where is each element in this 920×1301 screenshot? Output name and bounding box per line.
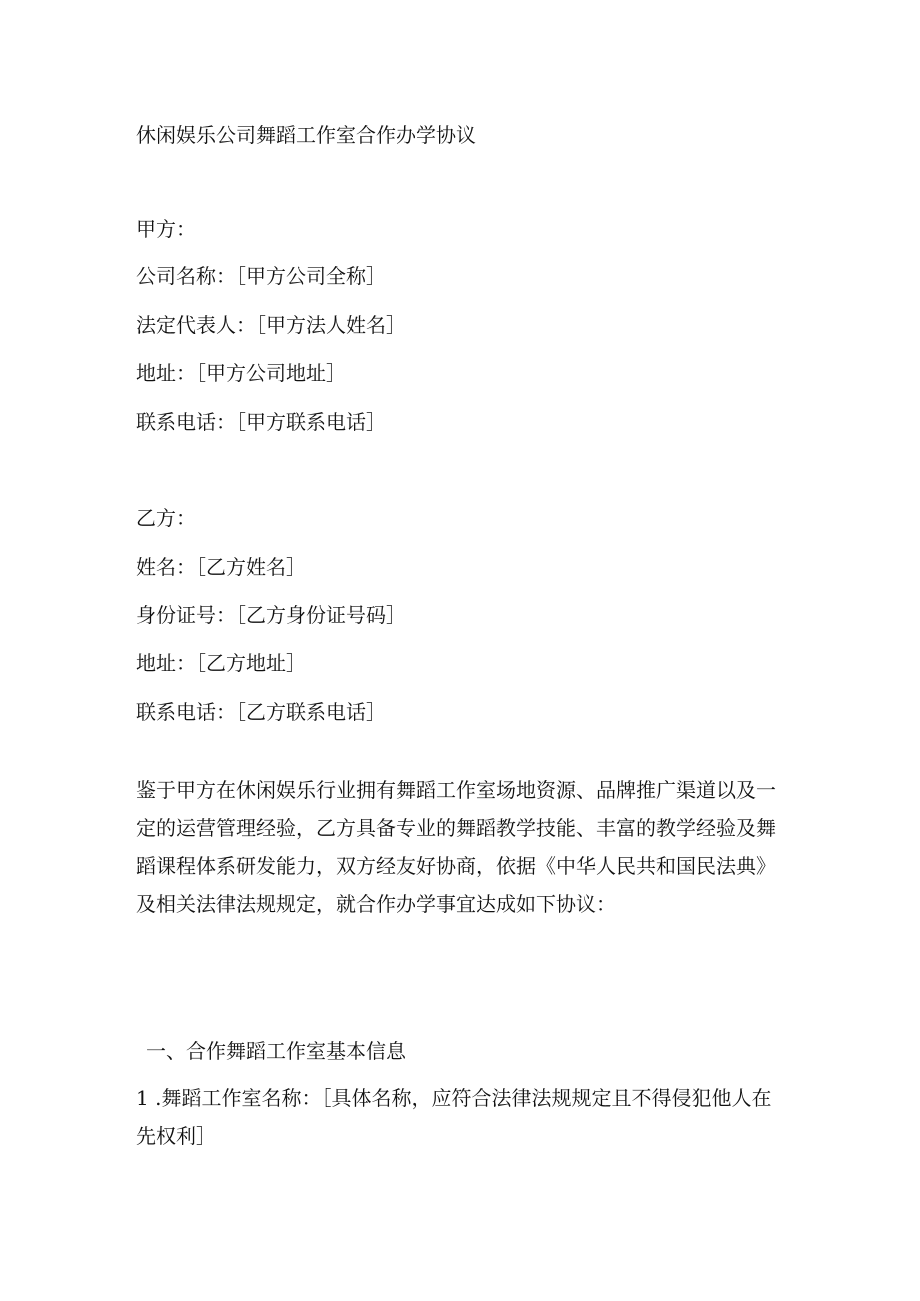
document-title: 休闲娱乐公司舞蹈工作室合作办学协议 — [136, 123, 476, 147]
item-line: 先权利］ — [136, 1124, 216, 1148]
party-b-address: 地址：［乙方地址］ — [136, 651, 306, 675]
party-a-legal-rep: 法定代表人：［甲方法人姓名］ — [136, 313, 406, 337]
party-b-phone: 联系电话：［乙方联系电话］ — [136, 700, 386, 724]
party-b-heading: 乙方： — [136, 506, 196, 530]
preamble-line: 定的运营管理经验，乙方具备专业的舞蹈教学技能、丰富的教学经验及舞 — [136, 816, 776, 840]
party-a-address: 地址：［甲方公司地址］ — [136, 361, 346, 385]
preamble-paragraph — [136, 771, 792, 923]
item-line: 1 .舞蹈工作室名称：［具体名称，应符合法律法规规定且不得侵犯他人在 — [136, 1086, 772, 1110]
preamble-line: 及相关法律法规规定，就合作办学事宜达成如下协议： — [136, 892, 616, 916]
preamble-line: 鉴于甲方在休闲娱乐行业拥有舞蹈工作室场地资源、品牌推广渠道以及一 — [136, 778, 776, 802]
section1-item1 — [136, 1079, 792, 1155]
party-a-heading: 甲方： — [136, 217, 196, 241]
preamble-line: 蹈课程体系研发能力，双方经友好协商，依据《中华人民共和国民法典》 — [136, 854, 776, 878]
party-a-phone: 联系电话：［甲方联系电话］ — [136, 410, 386, 434]
party-a-company-name: 公司名称：［甲方公司全称］ — [136, 264, 386, 288]
party-b-name: 姓名：［乙方姓名］ — [136, 555, 306, 579]
party-b-id-number: 身份证号：［乙方身份证号码］ — [136, 603, 406, 627]
section1-heading: 一、合作舞蹈工作室基本信息 — [146, 1039, 406, 1063]
